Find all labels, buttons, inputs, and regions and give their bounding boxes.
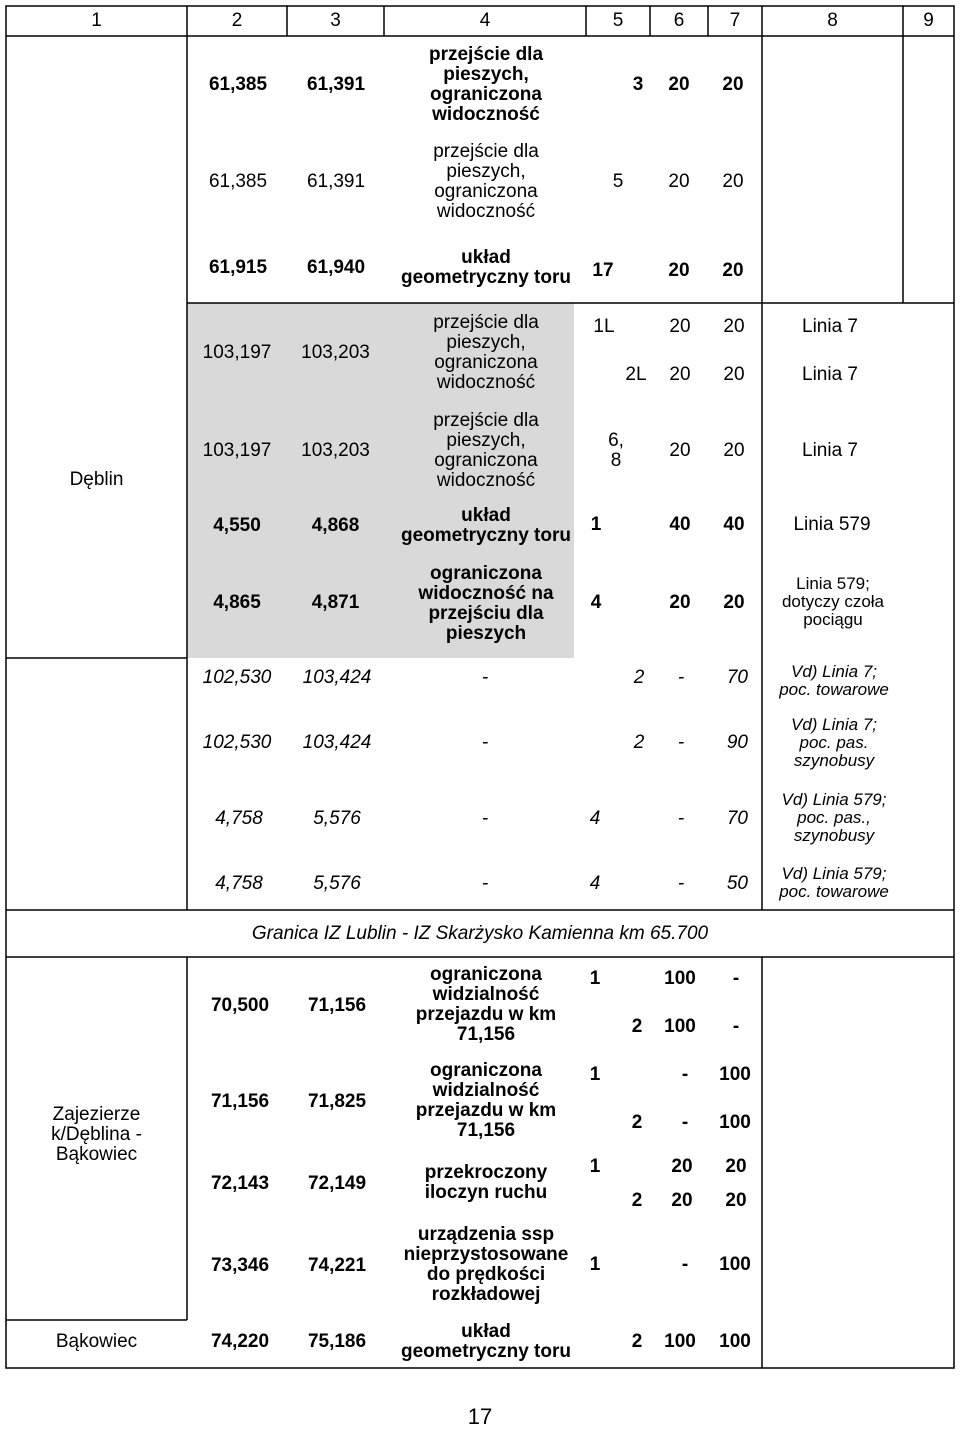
reason: ograniczona widoczność na przejściu dla pieszych <box>418 562 554 645</box>
km-to: 72,149 <box>307 1172 367 1194</box>
speed-odd: - <box>681 1253 689 1275</box>
speed-odd: - <box>677 872 685 894</box>
track: 4 <box>589 872 601 894</box>
note: Linia 7 <box>802 315 858 337</box>
reason: przejście dla pieszych, ograniczona widoczność <box>433 140 539 223</box>
station-name: Zajezierze k/Dęblina - Bąkowiec <box>51 1103 142 1166</box>
reason: przejście dla pieszych, ograniczona widoczność <box>433 311 539 394</box>
speed-odd: 20 <box>668 259 690 281</box>
km-to: 103,424 <box>302 731 372 753</box>
speed-odd: 40 <box>669 513 691 535</box>
header-col-5: 5 <box>612 9 624 31</box>
speed-even: 20 <box>725 1189 747 1211</box>
speed-odd: 100 <box>664 967 696 989</box>
border-note: Granica IZ Lublin - IZ Skarżysko Kamienna km 65.700 <box>251 922 709 944</box>
km-from: 102,530 <box>202 666 272 688</box>
km-from: 73,346 <box>210 1254 270 1276</box>
speed-even: - <box>732 967 740 989</box>
header-col-7: 7 <box>729 9 741 31</box>
km-to: 61,391 <box>306 170 366 192</box>
km-from: 102,530 <box>202 731 272 753</box>
reason: układ geometryczny toru <box>401 1320 571 1362</box>
reason: przejście dla pieszych, ograniczona widoczność <box>428 43 544 126</box>
speed-odd: 20 <box>669 439 691 461</box>
track: 2 <box>631 1189 643 1211</box>
km-to: 74,221 <box>307 1254 367 1276</box>
reason: ograniczona widzialność przejazdu w km 71,156 <box>415 963 557 1046</box>
track: 2 <box>631 1015 643 1037</box>
speed-odd: 100 <box>664 1015 696 1037</box>
km-to: 5,576 <box>313 872 361 894</box>
track: 1 <box>589 1063 601 1085</box>
reason: układ geometryczny toru <box>401 246 571 288</box>
note: Linia 579; dotyczy czoła pociągu <box>781 573 885 629</box>
speed-even: 40 <box>723 513 745 535</box>
speed-even: 100 <box>719 1253 751 1275</box>
track: 1 <box>589 967 601 989</box>
note: Vd) Linia 579; poc. towarowe <box>779 863 889 901</box>
note: Linia 579 <box>793 513 871 535</box>
speed-odd: - <box>677 807 685 829</box>
reason: - <box>481 807 489 829</box>
speed-odd: 20 <box>668 73 690 95</box>
header-col-6: 6 <box>673 9 685 31</box>
speed-odd: 20 <box>671 1155 693 1177</box>
km-from: 61,915 <box>208 256 268 278</box>
station-name: Bąkowiec <box>55 1330 138 1352</box>
km-to: 103,203 <box>301 439 370 461</box>
speed-even: 100 <box>719 1111 751 1133</box>
track: 17 <box>592 259 614 281</box>
km-from: 103,197 <box>202 341 272 363</box>
km-to: 61,391 <box>306 73 366 95</box>
km-from: 71,156 <box>210 1090 270 1112</box>
track: 6, 8 <box>608 429 624 471</box>
track: 2 <box>631 1111 643 1133</box>
km-to: 71,825 <box>307 1090 367 1112</box>
header-col-9: 9 <box>923 9 934 31</box>
track: 1 <box>589 1253 601 1275</box>
speed-odd: - <box>681 1111 689 1133</box>
speed-even: - <box>732 1015 740 1037</box>
km-from: 103,197 <box>202 439 272 461</box>
reason: - <box>481 872 489 894</box>
track: 1L <box>593 315 615 337</box>
speed-even: 20 <box>723 591 745 613</box>
reason: przekroczony iloczyn ruchu <box>424 1161 548 1203</box>
header-col-8: 8 <box>827 9 838 31</box>
km-to: 71,156 <box>307 994 367 1016</box>
km-to: 103,424 <box>302 666 372 688</box>
reason: przejście dla pieszych, ograniczona widoczność <box>433 409 539 492</box>
track: 2 <box>631 1330 643 1352</box>
speed-odd: 100 <box>664 1330 696 1352</box>
km-from: 4,550 <box>213 514 261 536</box>
page-number: 17 <box>467 1404 493 1430</box>
km-from: 4,758 <box>215 807 263 829</box>
speed-even: 20 <box>722 170 744 192</box>
header-col-2: 2 <box>231 9 243 31</box>
speed-even: 20 <box>723 363 745 385</box>
km-to: 103,203 <box>301 341 370 363</box>
speed-even: 20 <box>725 1155 747 1177</box>
track: 2 <box>633 666 645 688</box>
header-col-4: 4 <box>479 9 491 31</box>
reason: urządzenia ssp nieprzystosowane do prędkości rozkładowej <box>403 1223 569 1306</box>
km-to: 4,871 <box>311 591 360 613</box>
km-to: 75,186 <box>307 1330 367 1352</box>
km-from: 70,500 <box>210 994 270 1016</box>
speed-odd: 20 <box>669 363 691 385</box>
km-from: 74,220 <box>210 1330 270 1352</box>
speed-odd: 20 <box>669 315 691 337</box>
note: Linia 7 <box>802 439 858 461</box>
speed-even: 70 <box>726 807 748 829</box>
speed-even: 100 <box>719 1330 751 1352</box>
speed-odd: 20 <box>668 170 690 192</box>
track: 4 <box>589 807 601 829</box>
speed-even: 20 <box>722 73 744 95</box>
speed-even: 20 <box>722 259 744 281</box>
track: 1 <box>590 513 602 535</box>
track: 1 <box>589 1155 601 1177</box>
km-from: 4,758 <box>215 872 263 894</box>
speed-odd: 20 <box>669 591 691 613</box>
km-from: 61,385 <box>208 73 268 95</box>
km-from: 61,385 <box>208 170 268 192</box>
speed-even: 20 <box>723 439 745 461</box>
reason: - <box>481 666 489 688</box>
track: 3 <box>632 73 644 95</box>
km-from: 4,865 <box>213 591 261 613</box>
header-col-1: 1 <box>91 9 102 31</box>
km-to: 4,868 <box>311 514 360 536</box>
track: 4 <box>590 591 602 613</box>
speed-even: 50 <box>726 872 748 894</box>
track: 5 <box>612 170 624 192</box>
speed-odd: 20 <box>671 1189 693 1211</box>
km-to: 61,940 <box>306 256 366 278</box>
track: 2 <box>633 731 645 753</box>
km-to: 5,576 <box>313 807 361 829</box>
speed-odd: - <box>681 1063 689 1085</box>
track: 2L <box>625 363 647 385</box>
note: Vd) Linia 579; poc. pas., szynobusy <box>781 789 887 845</box>
header-col-3: 3 <box>330 9 341 31</box>
reason: ograniczona widzialność przejazdu w km 71,156 <box>415 1059 557 1142</box>
speed-even: 20 <box>723 315 745 337</box>
km-from: 72,143 <box>210 1172 270 1194</box>
speed-odd: - <box>677 666 685 688</box>
note: Vd) Linia 7; poc. pas. szynobusy <box>791 714 877 770</box>
note: Vd) Linia 7; poc. towarowe <box>779 661 889 699</box>
speed-odd: - <box>677 731 685 753</box>
reason: - <box>481 731 489 753</box>
speed-even: 90 <box>726 731 748 753</box>
note: Linia 7 <box>802 363 858 385</box>
station-name: Dęblin <box>69 469 124 491</box>
speed-even: 100 <box>719 1063 751 1085</box>
reason: układ geometryczny toru <box>401 504 571 546</box>
speed-even: 70 <box>726 666 748 688</box>
